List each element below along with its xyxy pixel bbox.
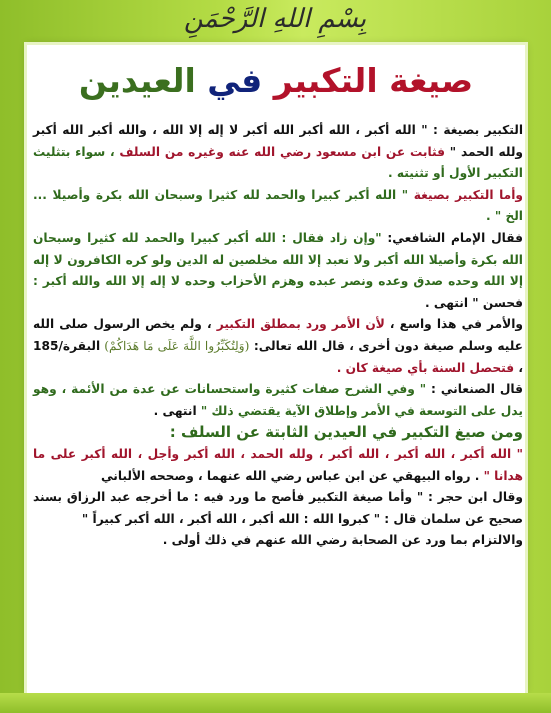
title-word-1: صيغة bbox=[389, 61, 474, 100]
text-segment: لأن الأمر ورد بمطلق التكبير bbox=[211, 317, 385, 332]
text-segment: فثابت عن ابن مسعود رضي الله عنه وغيره من السلف bbox=[114, 144, 446, 159]
text-segment: فحسن " انتهى . bbox=[425, 295, 523, 310]
bismillah-calligraphy: بِسْمِ اللهِ الرَّحْمَنِ bbox=[183, 4, 367, 34]
paragraph bbox=[33, 422, 523, 444]
text-segment: التكبير بصيغة : " الله أكبر ، الله أكبر الله أكبر لا إله إلا الله ، والله أكبر الله أكبر ولله الحمد " bbox=[33, 123, 523, 159]
top-frame bbox=[0, 0, 551, 44]
title-word-4: العيدين bbox=[78, 61, 196, 100]
text-segment: قال الصنعاني : bbox=[426, 382, 523, 397]
paragraph bbox=[33, 228, 523, 314]
text-segment: ومن صيغ التكبير في العيدين الثابتة عن السلف : bbox=[169, 423, 523, 442]
text-segment: فقال الإمام الشافعي: bbox=[381, 230, 523, 245]
article-body bbox=[33, 120, 523, 552]
paragraph bbox=[33, 487, 523, 530]
text-segment: (وَلِتُكَبِّرُوا اللَّهَ عَلَى مَا هَدَاكُمْ) bbox=[100, 338, 250, 353]
text-segment: انتهى . bbox=[153, 403, 197, 418]
text-segment: وقال ابن حجر : " وأما صيغة التكبير فأصح ما ورد فيه : ما أخرجه عبد الرزاق بسند صحيح عن سلمان قال : " كبروا الله : الله أكبر ، الله أكبر ، الله أكبر كبيراً " bbox=[33, 490, 523, 526]
paragraph bbox=[33, 444, 523, 487]
text-segment: . رواه البيهقي عن ابن عباس رضي الله عنهما ، وصححه الألباني bbox=[100, 468, 480, 483]
text-segment: البقرة/185 ، bbox=[33, 338, 523, 375]
text-segment: " وفي الشرح صفات كثيرة واستحسانات عن عدة من الأئمة ، وهو يدل على التوسعة في الأمر وإطلاق الآية يقتضي ذلك " bbox=[33, 382, 523, 418]
text-segment: والأمر في هذا واسع ، bbox=[384, 317, 523, 332]
title-word-3: في bbox=[207, 61, 263, 100]
text-segment: " الله أكبر ، الله أكبر ، الله أكبر ، ولله الحمد ، الله أكبر وأجل ، الله أكبر على ما هدانا " bbox=[33, 446, 523, 483]
text-segment: والالتزام بما ورد عن الصحابة رضي الله عنهم في ذلك أولى . bbox=[162, 533, 523, 548]
paragraph bbox=[33, 120, 523, 185]
paragraph bbox=[33, 379, 523, 422]
bottom-frame bbox=[0, 693, 551, 713]
paragraph bbox=[33, 185, 523, 228]
paragraph bbox=[33, 314, 523, 379]
text-segment: ، سواء بتثليث التكبير الأول أو تثنيته . bbox=[33, 144, 523, 181]
paragraph bbox=[33, 530, 523, 552]
text-segment: ، ولم يخص الرسول صلى الله عليه وسلم صيغة دون أخرى ، قال الله تعالى: bbox=[33, 317, 524, 353]
text-segment: "وإن زاد فقال : الله أكبر كبيرا والحمد لله كثيرا وسبحان الله بكرة وأصيلا الله أكبر ولا نعبد إلا الله مخلصين له الدين ولو كره الكافرون لا إله إلا الله وحده صدق وعده ونصر عبده وهزم الأحزاب وحده لا إله إلا الله والله أكبر : bbox=[33, 230, 523, 289]
text-segment: فتحصل السنة بأي صيغة كان . bbox=[336, 360, 515, 375]
text-segment: وأما التكبير بصيغة bbox=[408, 187, 523, 202]
page-title bbox=[27, 56, 525, 108]
title-word-2: التكبير bbox=[273, 61, 378, 100]
text-segment: " الله أكبر كبيرا والحمد لله كثيرا وسبحان الله بكرة وأصيلا ... الخ " . bbox=[33, 187, 523, 224]
